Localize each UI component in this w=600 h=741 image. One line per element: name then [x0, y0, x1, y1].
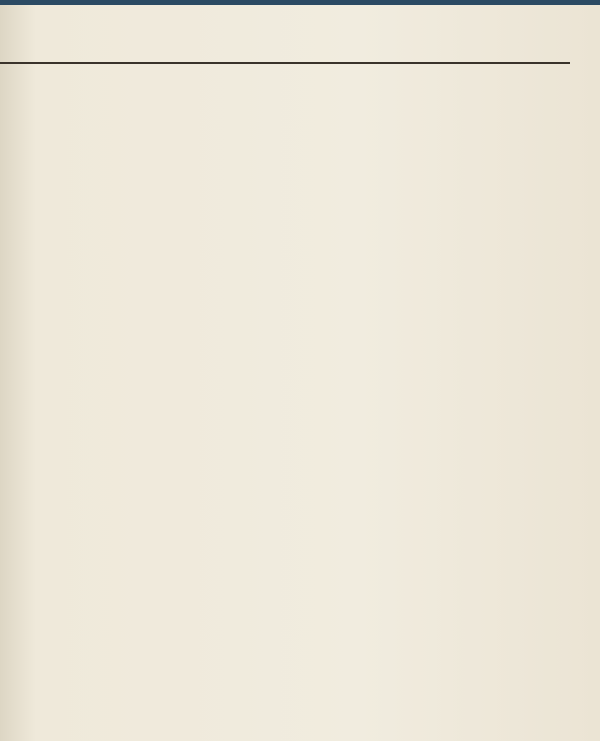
top-rule [0, 62, 570, 64]
top-edge [0, 0, 600, 5]
